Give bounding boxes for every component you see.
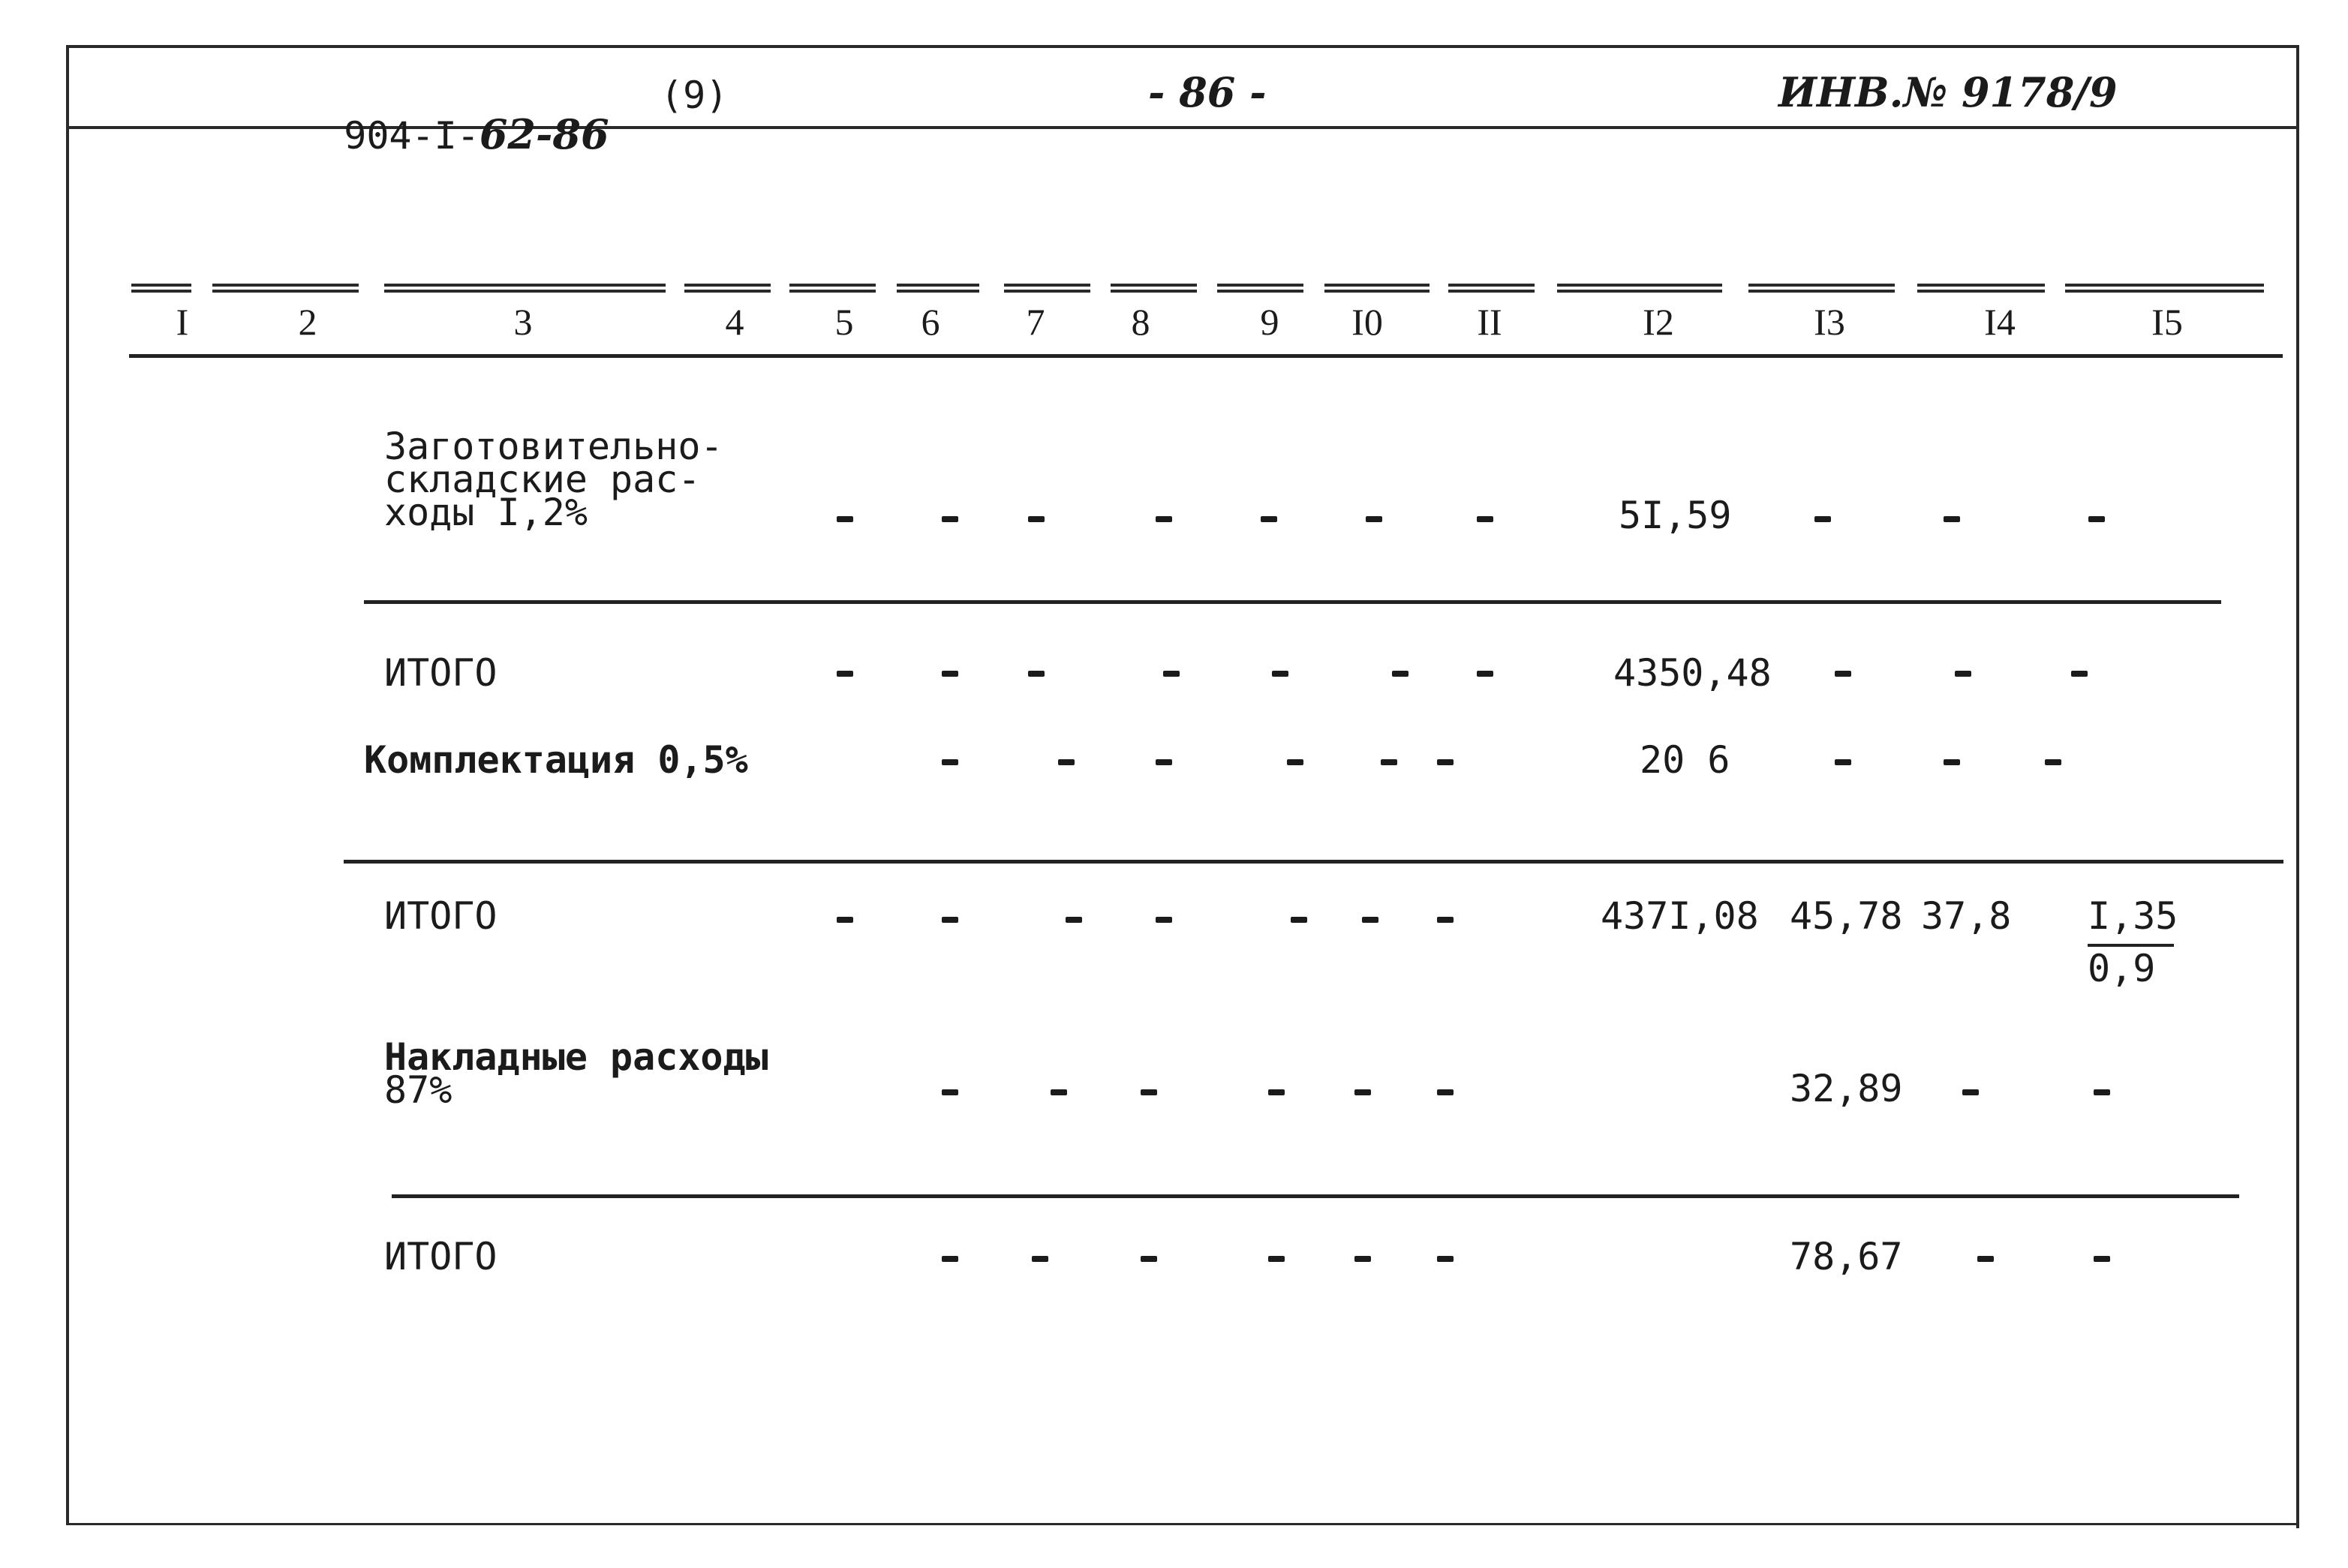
dash-cell bbox=[1268, 1256, 1285, 1262]
col-rule-seg bbox=[1557, 284, 1722, 293]
dash-cell bbox=[1477, 671, 1493, 677]
frame-top bbox=[66, 45, 2299, 48]
dash-cell bbox=[1437, 1256, 1454, 1262]
dash-cell bbox=[1962, 1089, 1979, 1095]
dash-cell bbox=[942, 1256, 958, 1262]
dash-cell bbox=[837, 671, 853, 677]
dash-cell bbox=[1381, 759, 1397, 765]
dash-cell bbox=[2094, 1089, 2110, 1095]
col-number-5: 5 bbox=[834, 301, 854, 343]
cell-col12: 20 6 bbox=[1640, 738, 1730, 782]
dash-cell bbox=[1287, 759, 1303, 765]
row-label-line-1: Заготовительно- bbox=[384, 425, 723, 468]
col-rule-seg bbox=[1748, 284, 1895, 293]
row-label-line-3: ходы I,2% bbox=[384, 491, 588, 534]
section-rule bbox=[364, 600, 2221, 604]
dash-cell bbox=[1051, 1089, 1067, 1095]
dash-cell bbox=[1437, 759, 1454, 765]
row-label: ИТОГО bbox=[384, 894, 498, 938]
cell-col12: 5I,59 bbox=[1619, 494, 1732, 537]
col-number-9: 9 bbox=[1260, 301, 1279, 343]
dash-cell bbox=[2094, 1256, 2110, 1262]
dash-cell bbox=[1272, 671, 1288, 677]
dash-cell bbox=[2071, 671, 2088, 677]
dash-cell bbox=[1163, 671, 1180, 677]
dash-cell bbox=[2088, 516, 2105, 522]
frame-right bbox=[2296, 47, 2299, 1528]
dash-cell bbox=[1977, 1256, 1994, 1262]
dash-cell bbox=[2045, 759, 2061, 765]
section-rule bbox=[392, 1194, 2239, 1198]
section-rule bbox=[344, 860, 2283, 864]
col-rule-seg bbox=[1448, 284, 1535, 293]
dash-cell bbox=[942, 1089, 958, 1095]
dash-cell bbox=[1366, 516, 1382, 522]
dash-cell bbox=[1944, 759, 1960, 765]
col-rule-seg bbox=[897, 284, 979, 293]
dash-cell bbox=[1835, 671, 1851, 677]
dash-cell bbox=[942, 516, 958, 522]
dash-cell bbox=[1028, 671, 1045, 677]
dash-cell bbox=[1362, 917, 1378, 923]
column-header-bottom-rule bbox=[129, 354, 2283, 358]
dash-cell bbox=[1156, 759, 1172, 765]
dash-cell bbox=[1156, 516, 1172, 522]
col-rule-seg bbox=[789, 284, 876, 293]
col-rule-seg bbox=[1004, 284, 1090, 293]
row-label: ИТОГО bbox=[384, 651, 498, 695]
dash-cell bbox=[1354, 1256, 1371, 1262]
dash-cell bbox=[1291, 917, 1307, 923]
cell-col12: 4350,48 bbox=[1613, 651, 1772, 695]
dash-cell bbox=[1141, 1256, 1157, 1262]
frame-left bbox=[66, 47, 69, 1524]
dash-cell bbox=[1955, 671, 1971, 677]
col-number-13: I3 bbox=[1814, 301, 1845, 343]
dash-cell bbox=[1261, 516, 1277, 522]
page-number: - 86 - bbox=[1148, 68, 1267, 116]
col-number-14: I4 bbox=[1984, 301, 2016, 343]
dash-cell bbox=[1944, 516, 1960, 522]
col-rule-seg bbox=[1917, 284, 2045, 293]
col-number-12: I2 bbox=[1643, 301, 1674, 343]
row-label: Комплектация 0,5% bbox=[364, 738, 748, 782]
doc-code bbox=[299, 77, 609, 158]
dash-cell bbox=[1156, 917, 1172, 923]
row-label-line-2: 87% bbox=[384, 1068, 452, 1112]
dash-cell bbox=[1268, 1089, 1285, 1095]
dash-cell bbox=[1032, 1256, 1048, 1262]
col-number-10: I0 bbox=[1351, 301, 1383, 343]
col-rule-seg bbox=[1111, 284, 1197, 293]
col-rule-seg bbox=[2065, 284, 2264, 293]
col-rule-seg bbox=[212, 284, 359, 293]
cell-col13: 78,67 bbox=[1790, 1235, 1903, 1278]
col-number-8: 8 bbox=[1131, 301, 1150, 343]
dash-cell bbox=[1437, 1089, 1454, 1095]
col-number-11: II bbox=[1477, 301, 1502, 343]
dash-cell bbox=[1141, 1089, 1157, 1095]
col-rule-seg bbox=[131, 284, 191, 293]
cell-col13: 45,78 bbox=[1790, 894, 1903, 938]
cell-col12: 437I,08 bbox=[1601, 894, 1759, 938]
dash-cell bbox=[1066, 917, 1082, 923]
inventory-number: ИНВ.№ 9178/9 bbox=[1778, 68, 2118, 116]
col-rule-seg bbox=[1217, 284, 1303, 293]
dash-cell bbox=[942, 917, 958, 923]
dash-cell bbox=[837, 516, 853, 522]
col-rule-seg bbox=[684, 284, 771, 293]
col-rule-seg bbox=[384, 284, 666, 293]
dash-cell bbox=[1835, 759, 1851, 765]
dash-cell bbox=[942, 671, 958, 677]
col-number-15: I5 bbox=[2151, 301, 2183, 343]
dash-cell bbox=[1392, 671, 1408, 677]
cell-col15-top: I,35 bbox=[2088, 894, 2178, 938]
col-number-6: 6 bbox=[921, 301, 940, 343]
row-label-line-1: Накладные расходы bbox=[384, 1035, 768, 1079]
col-number-7: 7 bbox=[1026, 301, 1045, 343]
col-rule-seg bbox=[1324, 284, 1430, 293]
col-number-2: 2 bbox=[298, 301, 317, 343]
dash-cell bbox=[1814, 516, 1831, 522]
dash-cell bbox=[1354, 1089, 1371, 1095]
row-label-line-2: складские рас- bbox=[384, 458, 701, 501]
row-label: ИТОГО bbox=[384, 1235, 498, 1278]
col-number-3: 3 bbox=[513, 301, 533, 343]
album-number: (9) bbox=[660, 74, 729, 117]
col-number-4: 4 bbox=[725, 301, 744, 343]
dash-cell bbox=[1058, 759, 1075, 765]
doc-code-prefix: 904-I- bbox=[344, 114, 480, 158]
dash-cell bbox=[1477, 516, 1493, 522]
cell-col15-bottom: 0,9 bbox=[2088, 944, 2174, 987]
col-number-1: I bbox=[176, 301, 189, 343]
frame-bottom bbox=[66, 1523, 2299, 1525]
dash-cell bbox=[837, 917, 853, 923]
dash-cell bbox=[1437, 917, 1454, 923]
dash-cell bbox=[1028, 516, 1045, 522]
doc-code-handwritten: 62-86 bbox=[479, 110, 609, 158]
cell-col13: 32,89 bbox=[1790, 1067, 1903, 1110]
dash-cell bbox=[942, 759, 958, 765]
cell-col14: 37,8 bbox=[1921, 894, 2012, 938]
